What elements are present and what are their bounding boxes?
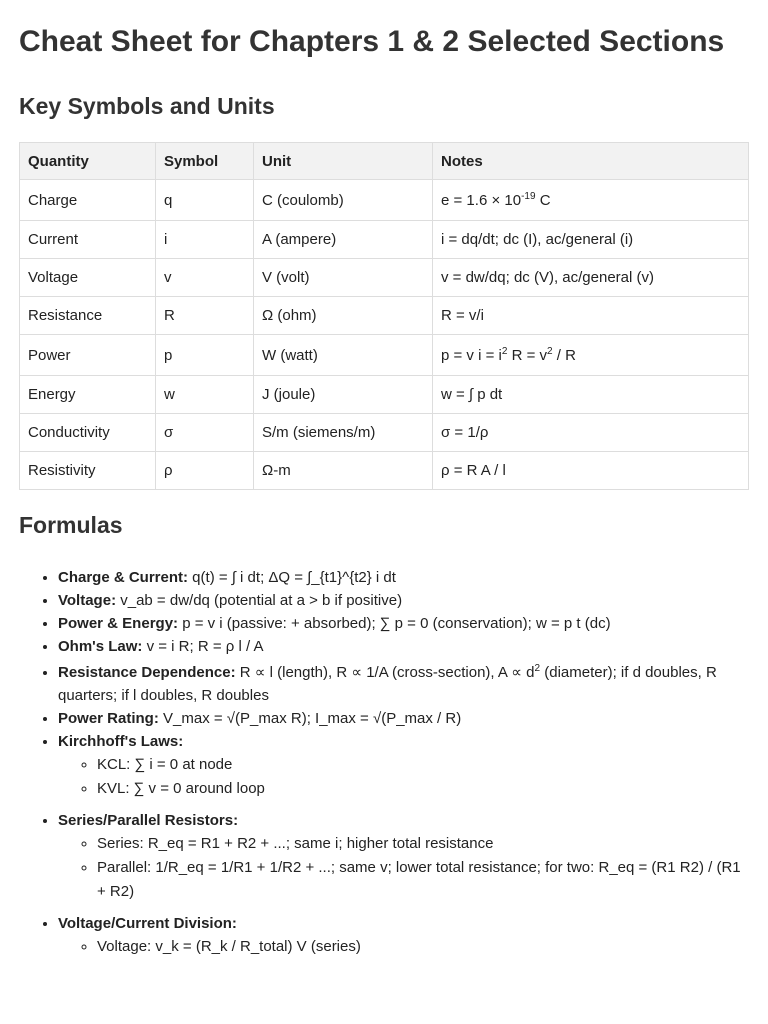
table-row <box>20 335 749 376</box>
section-heading-formulas: Formulas <box>19 512 123 538</box>
cell-unit: V (volt) <box>254 259 433 297</box>
formula-text: R ∝ l (length), R ∝ 1/A (cross-section), A ∝ d <box>235 664 535 681</box>
formula-label: Power Rating: <box>58 710 159 727</box>
column-header-unit: Unit <box>254 143 433 180</box>
cell-unit: C (coulomb) <box>254 180 433 221</box>
symbols-table <box>19 142 749 490</box>
column-header-symbol: Symbol <box>156 143 254 180</box>
cell-symbol: σ <box>156 414 254 452</box>
formula-text: v_ab = dw/dq (potential at a > b if positive) <box>116 592 403 609</box>
sub-list-item: ◦ Voltage: v_k = (R_k / R_total) V (series) <box>97 935 749 959</box>
notes-text: e = 1.6 × 10 <box>441 191 522 209</box>
cell-notes: w = ∫ p dt <box>433 376 749 414</box>
notes-text: / R <box>552 346 576 364</box>
table-row <box>20 180 749 221</box>
formula-label: Charge & Current: <box>58 569 189 586</box>
cell-quantity: Energy <box>20 376 156 414</box>
formula-label: Power & Energy: <box>58 615 179 632</box>
cell-quantity: Voltage <box>20 259 156 297</box>
formula-label: Voltage: <box>58 592 117 609</box>
cell-symbol: w <box>156 376 254 414</box>
table-row <box>20 259 749 297</box>
cell-notes: ρ = R A / l <box>433 452 749 490</box>
sub-list-item: ◦ KCL: ∑ i = 0 at node <box>97 753 749 777</box>
sub-list <box>58 832 749 904</box>
formula-label: Series/Parallel Resistors: <box>58 812 239 829</box>
cell-unit: S/m (siemens/m) <box>254 414 433 452</box>
cell-quantity: Conductivity <box>20 414 156 452</box>
cell-unit: J (joule) <box>254 376 433 414</box>
list-item <box>58 707 749 730</box>
table-row <box>20 414 749 452</box>
cell-notes: σ = 1/ρ <box>433 414 749 452</box>
cell-quantity: Resistivity <box>20 452 156 490</box>
cell-quantity: Charge <box>20 180 156 221</box>
cell-symbol: ρ <box>156 452 254 490</box>
cell-unit: Ω-m <box>254 452 433 490</box>
section-heading-symbols: Key Symbols and Units <box>19 93 275 119</box>
list-item <box>58 612 749 635</box>
formula-list <box>19 566 749 959</box>
notes-superscript: 2 <box>547 345 553 357</box>
sub-list-item: ◦ KVL: ∑ v = 0 around loop <box>97 777 749 801</box>
cell-unit: W (watt) <box>254 335 433 376</box>
notes-text: C <box>535 191 551 209</box>
cell-notes: i = dq/dt; dc (I), ac/general (i) <box>433 221 749 259</box>
cell-notes: v = dw/dq; dc (V), ac/general (v) <box>433 259 749 297</box>
notes-text: R = v <box>507 346 548 364</box>
notes-superscript: -19 <box>521 190 536 202</box>
cell-symbol: q <box>156 180 254 221</box>
list-item <box>58 566 749 589</box>
table-row <box>20 452 749 490</box>
formula-text: v = i R; R = ρ l / A <box>142 638 264 655</box>
cell-symbol: v <box>156 259 254 297</box>
sub-list-item: ◦ Series: R_eq = R1 + R2 + ...; same i; higher total resistance <box>97 832 749 856</box>
cell-notes <box>433 335 749 376</box>
list-item <box>58 730 749 801</box>
cell-quantity: Power <box>20 335 156 376</box>
list-item <box>58 661 749 707</box>
formula-label: Kirchhoff's Laws: <box>58 733 184 750</box>
cell-unit: Ω (ohm) <box>254 297 433 335</box>
cell-symbol: R <box>156 297 254 335</box>
notes-superscript: 2 <box>501 345 508 357</box>
formula-label: Resistance Dependence: <box>58 664 236 681</box>
sub-list <box>58 753 749 801</box>
formula-text: q(t) = ∫ i dt; ΔQ = ∫_{t1}^{t2} i dt <box>188 569 396 586</box>
formula-text: V_max = √(P_max R); I_max = √(P_max / R) <box>158 710 462 727</box>
column-header-notes: Notes <box>433 143 749 180</box>
list-item <box>58 912 749 959</box>
page-title: Cheat Sheet for Chapters 1 & 2 Selected Sections <box>19 25 725 58</box>
list-item <box>58 635 749 658</box>
cell-notes: R = v/i <box>433 297 749 335</box>
list-item <box>58 589 749 612</box>
sub-list <box>58 935 749 959</box>
cell-symbol: i <box>156 221 254 259</box>
cell-quantity: Current <box>20 221 156 259</box>
cell-symbol: p <box>156 335 254 376</box>
formula-label: Ohm's Law: <box>58 638 143 655</box>
sub-list-item: ◦ Parallel: 1/R_eq = 1/R1 + 1/R2 + ...; same v; lower total resistance; for two: R_eq = (R1 R2) / (R1 + R2) <box>97 856 749 904</box>
cell-unit: A (ampere) <box>254 221 433 259</box>
table-row <box>20 221 749 259</box>
cell-quantity: Resistance <box>20 297 156 335</box>
table-row <box>20 297 749 335</box>
cell-notes <box>433 180 749 221</box>
table-row <box>20 376 749 414</box>
notes-text: p = v i = i <box>441 346 502 364</box>
formula-text: p = v i (passive: + absorbed); ∑ p = 0 (conservation); w = p t (dc) <box>178 615 611 632</box>
column-header-quantity: Quantity <box>20 143 156 180</box>
table-header-row <box>20 143 749 180</box>
list-item <box>58 809 749 904</box>
formula-text: (diameter); if d doubles, R quarters; if l doubles, R doubles <box>58 664 717 704</box>
formula-superscript: 2 <box>534 663 541 674</box>
formula-label: Voltage/Current Division: <box>58 915 237 932</box>
